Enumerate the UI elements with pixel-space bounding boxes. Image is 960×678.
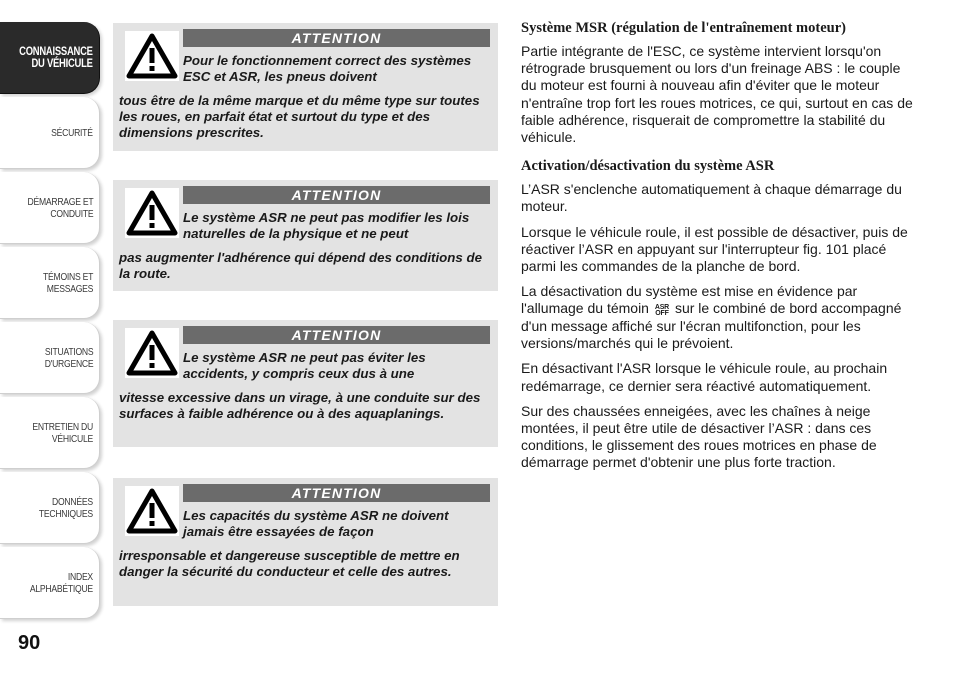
asr-icon-bottom: OFF [655, 310, 669, 318]
asr-off-icon [655, 305, 669, 318]
warning-triangle-icon [125, 31, 179, 81]
paragraph: L’ASR s'enclenche automatiquement à chaque démarrage du moteur. [521, 181, 902, 215]
tab-label: SÉCURITÉ [51, 126, 93, 139]
warning-triangle-icon [125, 328, 179, 378]
paragraph-text: sur le combiné de bord accompagné d'un message affiché sur l'écran multifonction, pour les versions/marchés qui le prévoient. [521, 300, 902, 352]
tab-entretien-du-vehicule[interactable] [0, 397, 100, 469]
warning-box [113, 478, 498, 606]
warning-title: ATTENTION [183, 484, 490, 502]
paragraph: Partie intégrante de l'ESC, ce système intervient lorsqu'on rétrograde brusquement ou lors d'un freinage ABS : le couple du moteur est fourni à nouveau afin d'éviter que le moteur n'entraîne trop fort les roues motrices, ce qui, surtout en cas de faible adhérence, risquerait de compromettre la stabilité du véhicule. [521, 43, 913, 146]
tab-situations-d-urgence[interactable] [0, 322, 100, 394]
paragraph: Lorsque le véhicule roule, il est possible de désactiver, puis de réactiver l’ASR en appuyant sur l'interrupteur fig. 101 placé parmi les commandes de la planche de bord. [521, 223, 908, 275]
paragraph-with-icon [521, 283, 916, 352]
warning-text: pas augmenter l'adhérence qui dépend des conditions de la route. [119, 250, 482, 281]
tab-label: TÉMOINS ET MESSAGES [42, 270, 93, 295]
section-heading-msr: Système MSR (régulation de l'entraînement moteur) [521, 20, 846, 36]
warning-triangle-icon [125, 188, 179, 238]
warning-text: tous être de la même marque et du même type sur toutes les roues, en parfait état et surtout du type et des dimensions prescrites. [119, 93, 480, 140]
warning-title: ATTENTION [183, 326, 490, 344]
warning-lead: Pour le fonctionnement correct des systèmes ESC et ASR, les pneus doivent [183, 53, 472, 84]
chapter-tabs [0, 22, 100, 622]
warning-lead: Le système ASR ne peut pas modifier les lois naturelles de la physique et ne peut [183, 210, 470, 241]
tab-index-alphabetique[interactable] [0, 547, 100, 619]
warning-text: vitesse excessive dans un virage, à une conduite sur des surfaces à faible adhérence ou à des aquaplanings. [119, 390, 481, 421]
paragraph-text: La désactivation du système est mise en évidence par l'allumage du témoin [521, 283, 858, 317]
tab-label: ENTRETIEN DU VÉHICULE [32, 420, 93, 445]
warning-box [113, 23, 498, 151]
asr-icon-top: ASR [654, 303, 670, 311]
warning-lead: Le système ASR ne peut pas éviter les accidents, y compris ceux dus à une [183, 350, 426, 381]
tab-label: SITUATIONS D'URGENCE [44, 345, 93, 370]
tab-connaissance-du-vehicule[interactable] [0, 22, 100, 94]
warning-text: irresponsable et dangereuse susceptible de mettre en danger la sécurité du conducteur et celle des autres. [119, 548, 460, 579]
tab-label: INDEX ALPHABÉTIQUE [29, 570, 93, 595]
tab-label: DONNÉES TECHNIQUES [39, 495, 93, 520]
page-number: 90 [18, 632, 41, 654]
tab-donnees-techniques[interactable] [0, 472, 100, 544]
tab-securite[interactable] [0, 97, 100, 169]
tab-temoins-et-messages[interactable] [0, 247, 100, 319]
tab-label: DÉMARRAGE ET CONDUITE [27, 195, 93, 220]
paragraph: En désactivant l'ASR lorsque le véhicule roule, au prochain redémarrage, ce dernier sera réactivé automatiquement. [521, 360, 888, 394]
warning-box [113, 180, 498, 291]
body-text-column [521, 20, 916, 480]
tab-demarrage-et-conduite[interactable] [0, 172, 100, 244]
section-heading-asr: Activation/désactivation du système ASR [521, 158, 775, 175]
warning-title: ATTENTION [183, 186, 490, 204]
warning-box [113, 320, 498, 447]
warning-triangle-icon [125, 486, 179, 536]
warning-lead: Les capacités du système ASR ne doivent jamais être essayées de façon [183, 508, 449, 539]
tab-label: CONNAISSANCE DU VÉHICULE [19, 45, 93, 70]
paragraph: Sur des chaussées enneigées, avec les chaînes à neige montées, il peut être utile de désactiver l’ASR : dans ces conditions, le glissement des roues motrices en phase de démarrage permet d'obtenir une plus forte traction. [521, 402, 877, 471]
warning-title: ATTENTION [183, 29, 490, 47]
